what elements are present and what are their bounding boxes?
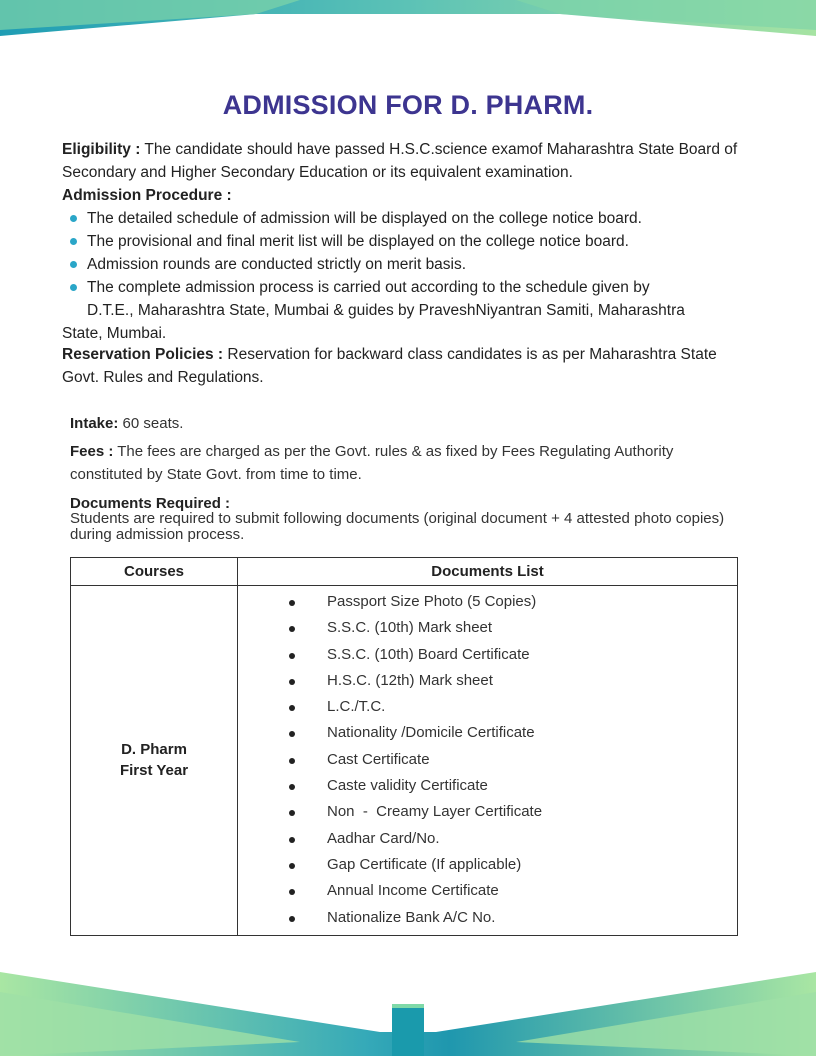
fees-label: Fees : [70,443,114,460]
bullet-icon [289,679,295,685]
bullet-icon [70,238,77,245]
list-item: The provisional and final merit list will be displayed on the college notice board. [62,230,752,253]
bullet-icon [289,653,295,659]
documents-list [239,587,736,934]
list-item: Caste validity Certificate [239,773,736,799]
list-item: Cast Certificate [239,747,736,773]
reservation-text: Reservation for backward class candidates is as per Maharashtra State Govt. Rules and Regulations. [62,346,717,386]
reservation-label: Reservation Policies : [62,346,224,363]
list-item: Nationalize Bank A/C No. [239,905,736,931]
header-courses: Courses [71,558,238,586]
bullet-icon [289,784,295,790]
list-item: Gap Certificate (If applicable) [239,852,736,878]
list-item: The complete admission process is carried out according to the schedule given by [62,276,752,299]
procedure-continuation: D.T.E., Maharashtra State, Mumbai & guides by PraveshNiyantran Samiti, Maharashtra [87,302,685,319]
documents-cell [238,586,738,936]
fees-text: The fees are charged as per the Govt. rules & as fixed by Fees Regulating Authority constituted by State Govt. from time to time. [70,443,674,483]
course-cell: D. Pharm First Year [71,586,238,936]
list-item: Nationality /Domicile Certificate [239,720,736,746]
bullet-icon [289,837,295,843]
eligibility-text: The candidate should have passed H.S.C.science examof Maharashtra State Board of Secondary and Higher Secondary Education or its equivalent examination. [62,141,738,181]
bullet-icon [289,758,295,764]
bullet-icon [289,916,295,922]
admission-procedure-label: Admission Procedure : [62,187,232,204]
bullet-icon [70,284,77,291]
list-item: Non - Creamy Layer Certificate [239,799,736,825]
list-item: The detailed schedule of admission will be displayed on the college notice board. [62,207,752,230]
intake-label: Intake: [70,415,119,432]
bullet-icon [289,889,295,895]
documents-note: Students are required to submit following documents (original document + 4 attested photo copies) during admission process. [70,510,725,543]
documents-table [70,557,738,936]
documents-label: Documents Required : [70,495,231,512]
list-item: Annual Income Certificate [239,878,736,904]
list-item: S.S.C. (10th) Mark sheet [239,615,736,641]
list-item: H.S.C. (12th) Mark sheet [239,668,736,694]
header-documents-list: Documents List [238,558,738,586]
admission-procedure-list [62,207,752,299]
bullet-icon [289,810,295,816]
list-item: Admission rounds are conducted strictly on merit basis. [62,253,752,276]
list-item: Passport Size Photo (5 Copies) [239,589,736,615]
bullet-icon [289,731,295,737]
bullet-icon [289,705,295,711]
page-title: ADMISSION FOR D. PHARM. [222,90,594,120]
header-decoration [0,0,816,40]
bullet-icon [289,600,295,606]
procedure-continuation-tail: State, Mumbai. [62,325,167,342]
eligibility-label: Eligibility : [62,141,141,158]
fees-paragraph [70,440,750,486]
bullet-icon [70,215,77,222]
admission-procedure-section [62,184,752,345]
bullet-icon [70,261,77,268]
list-item: L.C./T.C. [239,694,736,720]
reservation-paragraph [62,343,752,389]
list-item: Aadhar Card/No. [239,826,736,852]
bullet-icon [289,626,295,632]
bullet-icon [289,863,295,869]
table-header-row [71,558,738,586]
intake-paragraph [70,412,750,435]
table-row [71,586,738,936]
intake-text: 60 seats. [118,415,184,432]
footer-decoration [0,972,816,1056]
eligibility-paragraph [62,138,752,184]
list-item: S.S.C. (10th) Board Certificate [239,642,736,668]
